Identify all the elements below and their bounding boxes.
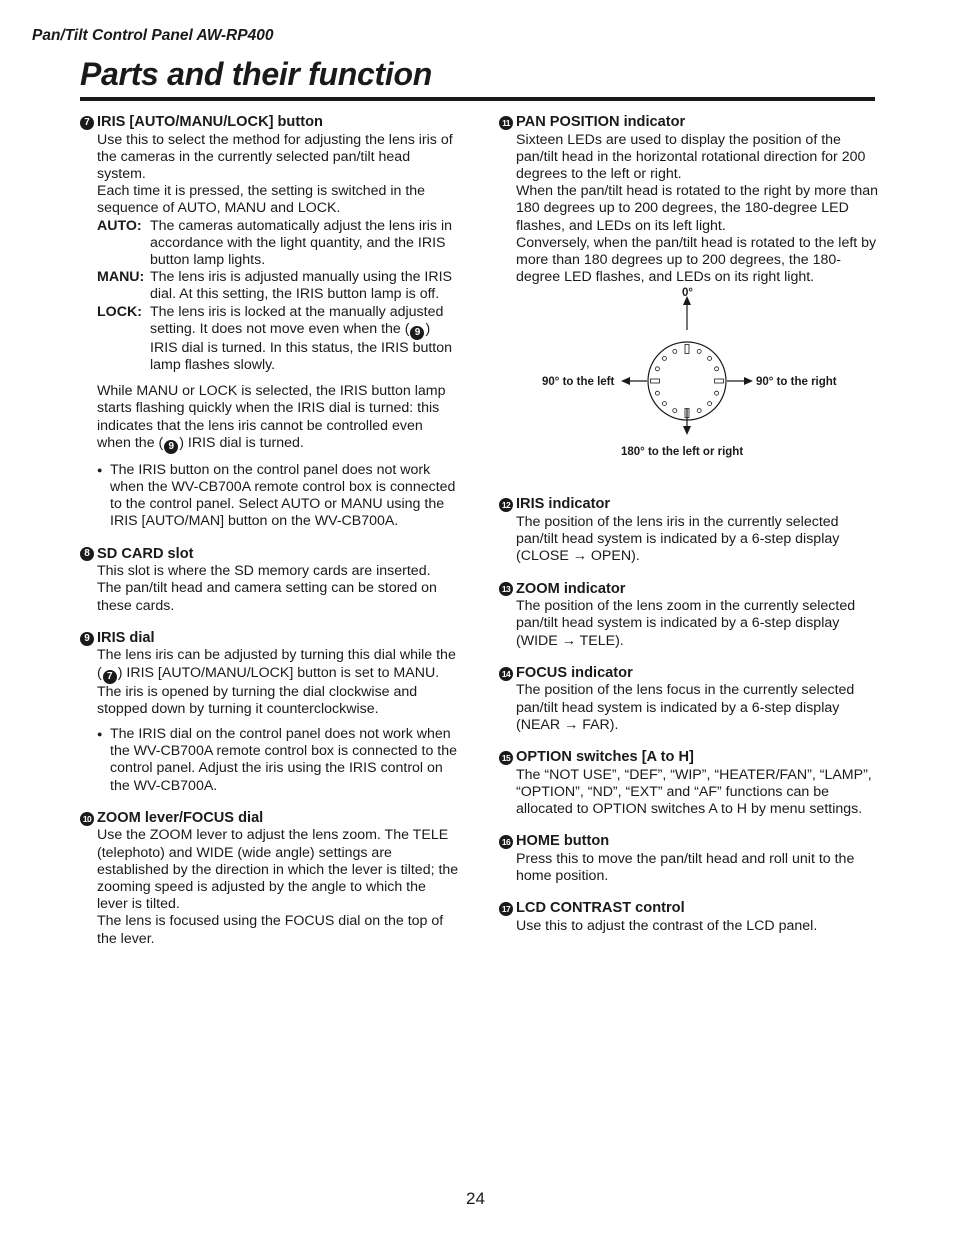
- heading-text: HOME button: [516, 833, 610, 850]
- text-run: ) IRIS [AUTO/MANU/LOCK] button is set to MANU.: [117, 664, 440, 681]
- bullet-dot: ●: [97, 729, 103, 740]
- mode-term: MANU:: [97, 269, 145, 286]
- paragraph: [97, 647, 460, 683]
- section-heading: [499, 496, 879, 514]
- heading-text: ZOOM lever/FOCUS dial: [97, 809, 264, 826]
- mode-list: [97, 218, 460, 375]
- section-heading: [80, 630, 460, 648]
- section-sd-card-slot: [80, 546, 460, 615]
- item-ref-badge: 9: [410, 326, 424, 340]
- section-body: [80, 827, 460, 947]
- mode-auto: [97, 218, 460, 270]
- heading-text: IRIS [AUTO/MANU/LOCK] button: [97, 114, 323, 130]
- pan-led: [685, 345, 689, 354]
- section-iris-button: [80, 114, 460, 531]
- pan-led: [655, 392, 659, 396]
- left-column: [80, 114, 460, 963]
- paragraph: The position of the lens iris in the currently selected pan/tilt head system is indicated by a 6-step display (CLOSE → OPEN).: [516, 514, 840, 565]
- pan-position-diagram: [499, 287, 879, 482]
- section-option-switches: [499, 749, 879, 818]
- item-number-badge: 15: [499, 751, 513, 765]
- heading-text: IRIS indicator: [516, 496, 611, 513]
- item-number-badge: 13: [499, 582, 513, 596]
- paragraph: Use the ZOOM lever to adjust the lens zoom. The TELE (telephoto) and WIDE (wide angle) settings are established by the direction in which the lever is tilted; the zooming speed is adjusted by the angle to which the lever is tilted.: [97, 827, 459, 913]
- section-body: [80, 647, 460, 794]
- mode-desc: [150, 304, 460, 375]
- heading-text: OPTION switches [A to H]: [516, 749, 694, 766]
- section-heading: [499, 581, 879, 599]
- section-body: [499, 918, 879, 935]
- item-ref-badge: 7: [103, 670, 117, 684]
- mode-desc: The lens iris is adjusted manually using the IRIS dial. At this setting, the IRIS button lamp is off.: [150, 269, 453, 303]
- section-body: [80, 132, 460, 531]
- pan-led: [708, 357, 712, 361]
- section-focus-indicator: [499, 665, 879, 734]
- item-number-badge: 7: [80, 116, 94, 130]
- item-number-badge: 11: [499, 116, 513, 130]
- section-body: [499, 514, 879, 566]
- item-number-badge: 17: [499, 902, 513, 916]
- paragraph: Use this to select the method for adjusting the lens iris of the cameras in the currently selected pan/tilt head system.: [97, 131, 453, 182]
- pan-led: [715, 367, 719, 371]
- paragraph: Each time it is pressed, the setting is switched in the sequence of AUTO, MANU and LOCK.: [97, 183, 426, 217]
- heading-text: FOCUS indicator: [516, 664, 633, 681]
- paragraph: Conversely, when the pan/tilt head is rotated to the left by more than 180 degrees up to 200 degrees, the 180-degree LED flashes, and LEDs on its right light.: [516, 234, 877, 286]
- section-lcd-contrast: [499, 900, 879, 935]
- diagram-label-left: 90° to the left: [542, 376, 615, 389]
- mode-term: AUTO:: [97, 217, 142, 234]
- section-body: [499, 767, 879, 819]
- section-heading: [499, 749, 879, 767]
- page-number: 24: [466, 1189, 485, 1208]
- paragraph: The pan/tilt head and camera setting can be stored on these cards.: [97, 580, 437, 614]
- right-column: [499, 114, 879, 950]
- section-iris-indicator: [499, 496, 879, 565]
- section-pan-position: [499, 114, 879, 482]
- text-run: While MANU or LOCK is selected, the IRIS button lamp starts flashing quickly when the IRIS dial is turned: this indicates that the lens iris cannot be controlled even when the (: [97, 383, 446, 451]
- pan-led: [708, 402, 712, 406]
- pan-led: [697, 350, 701, 354]
- bullet-text: The IRIS button on the control panel does not work when the WV-CB700A remote control box is connected to the control panel. Select AUTO or MANU using the IRIS [AUTO/MAN] button on the WV-CB700A.: [110, 461, 456, 530]
- text-run: ) IRIS dial is turned. In this status, the IRIS button lamp flashes slowly.: [150, 320, 453, 374]
- page-title: Parts and their function: [80, 56, 432, 92]
- section-zoom-indicator: [499, 581, 879, 650]
- paragraph: Use this to adjust the contrast of the LCD panel.: [516, 917, 818, 934]
- pan-led: [662, 357, 666, 361]
- mode-manu: [97, 269, 460, 303]
- section-heading: [80, 114, 460, 132]
- section-body: [499, 851, 879, 885]
- pan-led: [715, 392, 719, 396]
- heading-text: LCD CONTRAST control: [516, 900, 685, 917]
- item-number-badge: 12: [499, 498, 513, 512]
- section-zoom-focus: [80, 810, 460, 948]
- item-ref-badge: 9: [164, 440, 178, 454]
- section-heading: [499, 665, 879, 683]
- mode-lock: [97, 304, 460, 375]
- section-iris-dial: [80, 630, 460, 795]
- paragraph: The position of the lens zoom in the currently selected pan/tilt head system is indicated by a 6-step display (WIDE → TELE).: [516, 598, 856, 649]
- section-home-button: [499, 833, 879, 885]
- heading-text: PAN POSITION indicator: [516, 114, 686, 130]
- section-heading: [80, 810, 460, 828]
- pan-led: [655, 367, 659, 371]
- running-header: Pan/Tilt Control Panel AW-RP400: [32, 27, 274, 44]
- section-heading: [499, 114, 879, 132]
- bullet-note: [97, 726, 460, 795]
- paragraph: Press this to move the pan/tilt head and roll unit to the home position.: [516, 850, 855, 885]
- section-heading: [499, 833, 879, 851]
- bullet-dot: ●: [97, 464, 103, 475]
- text-run: ) IRIS dial is turned.: [179, 434, 304, 451]
- diagram-label-top: 0°: [682, 287, 693, 300]
- heading-text: SD CARD slot: [97, 545, 194, 562]
- paragraph: This slot is where the SD memory cards are inserted.: [97, 563, 431, 580]
- bullet-note: [97, 462, 460, 531]
- paragraph: [97, 383, 460, 454]
- bullet-text: The IRIS dial on the control panel does not work when the WV-CB700A remote control box is connected to the control panel. Adjust the iris using the IRIS control on the WV-CB700A.: [110, 726, 457, 794]
- paragraph: The “NOT USE”, “DEF”, “WIP”, “HEATER/FAN”, “LAMP”, “OPTION”, “ND”, “EXT” and “AF” functions can be allocated to OPTION switches A to H by menu settings.: [516, 766, 872, 818]
- section-body: [499, 598, 879, 650]
- heading-text: ZOOM indicator: [516, 580, 626, 597]
- section-heading: [80, 546, 460, 564]
- paragraph: When the pan/tilt head is rotated to the right by more than 180 degrees up to 200 degrees, the 180-degree LED flashes, and LEDs on its left light.: [516, 183, 878, 234]
- pan-led: [673, 350, 677, 354]
- pan-led: [697, 409, 701, 413]
- mode-desc: The cameras automatically adjust the lens iris in accordance with the light quantity, and the IRIS button lamp lights.: [150, 217, 453, 269]
- section-body: [80, 563, 460, 615]
- paragraph: Sixteen LEDs are used to display the position of the pan/tilt head in the horizontal rotational direction for 200 degrees to the left or right.: [516, 131, 866, 182]
- paragraph: The position of the lens focus in the currently selected pan/tilt head system is indicated by a 6-step display (NEAR → FAR).: [516, 682, 855, 733]
- item-number-badge: 16: [499, 835, 513, 849]
- text-run: The lens iris can be adjusted by turning this dial while the (: [97, 647, 456, 681]
- pan-led: [673, 409, 677, 413]
- item-number-badge: 8: [80, 547, 94, 561]
- item-number-badge: 9: [80, 632, 94, 646]
- pan-led: [662, 402, 666, 406]
- diagram-label-right: 90° to the right: [756, 376, 837, 389]
- section-heading: [499, 900, 879, 918]
- diagram-label-bottom: 180° to the left or right: [621, 446, 744, 459]
- item-number-badge: 14: [499, 667, 513, 681]
- mode-term: LOCK:: [97, 303, 142, 320]
- section-body: [499, 682, 879, 734]
- text-run: The lens iris is locked at the manually adjusted setting. It does not move even when the (: [150, 303, 444, 337]
- heading-text: IRIS dial: [97, 629, 155, 646]
- section-body: [499, 132, 879, 287]
- pan-led: [651, 379, 660, 383]
- item-number-badge: 10: [80, 812, 94, 826]
- title-rule: [80, 97, 875, 101]
- paragraph: The lens is focused using the FOCUS dial on the top of the lever.: [97, 913, 444, 947]
- paragraph: The iris is opened by turning the dial clockwise and stopped down by turning it counterclockwise.: [97, 683, 418, 717]
- pan-led: [715, 379, 724, 383]
